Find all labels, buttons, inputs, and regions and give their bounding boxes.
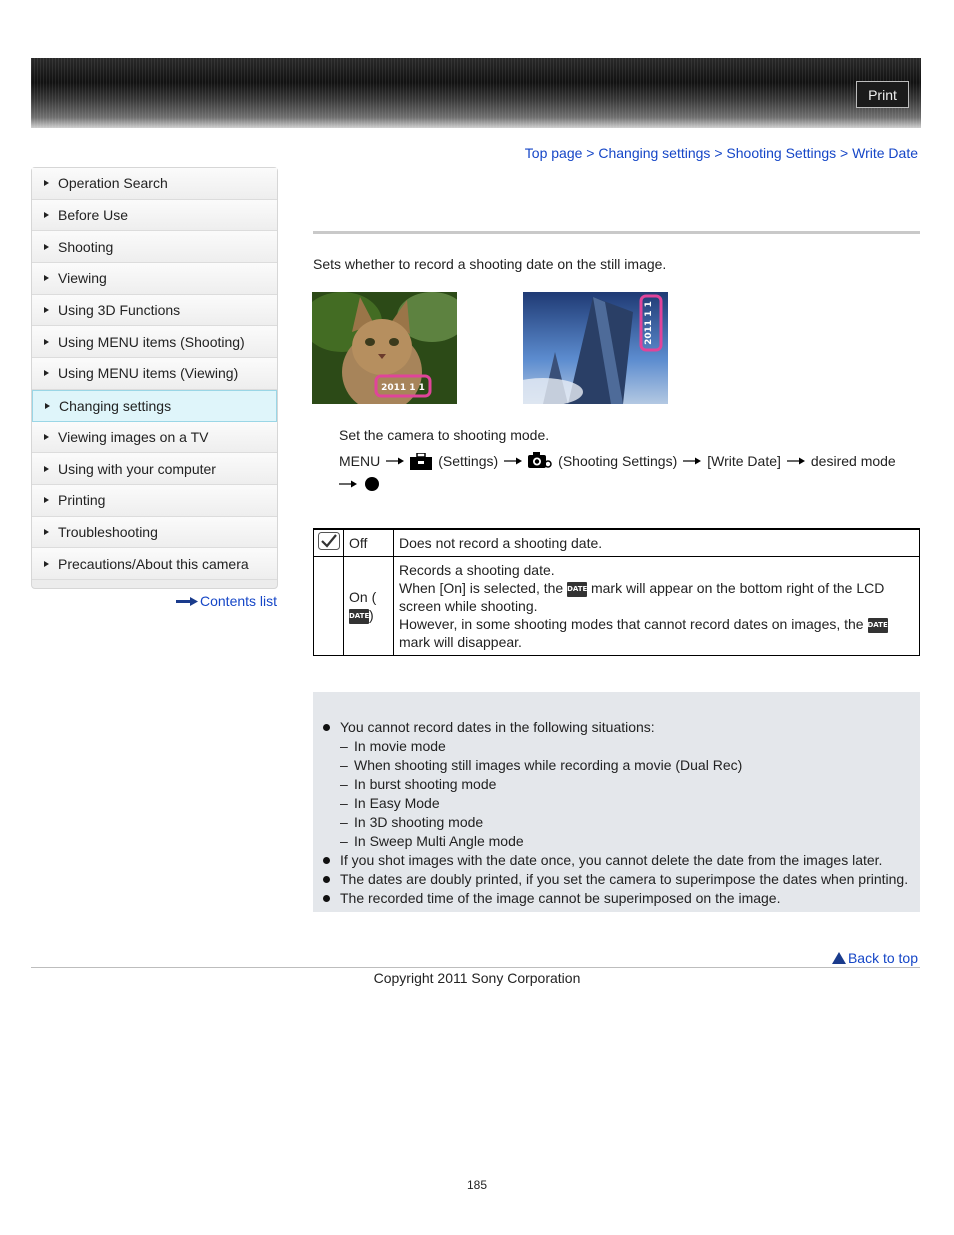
building-example-image	[523, 292, 668, 404]
checkmark-icon	[318, 532, 340, 550]
sidebar-item-changing-settings[interactable]	[32, 390, 277, 422]
triangle-right-icon	[44, 275, 49, 281]
shooting-settings-label: (Shooting Settings)	[558, 453, 678, 469]
sidebar-item-shooting[interactable]	[32, 231, 277, 263]
table-row	[314, 557, 920, 656]
up-triangle-icon	[832, 952, 846, 964]
sidebar-item-operation-search[interactable]	[32, 168, 277, 200]
contents-list-label: Contents list	[200, 593, 278, 609]
sidebar-item-label: Using 3D Functions	[58, 302, 181, 319]
note-subitem: – In movie mode	[313, 737, 920, 756]
breadcrumb-top-page[interactable]: Top page	[524, 145, 583, 161]
note-item: The dates are doubly printed, if you set the camera to superimpose the dates when printing.	[313, 870, 920, 889]
cat-example-image	[312, 292, 457, 404]
print-button[interactable]: Print	[856, 81, 909, 108]
triangle-right-icon	[44, 466, 49, 472]
contents-list-link[interactable]	[176, 593, 277, 609]
sidebar-item-viewing[interactable]	[32, 263, 277, 295]
page-number: 185	[466, 1178, 488, 1192]
back-to-top-link[interactable]	[832, 950, 918, 966]
sidebar-item-label: Before Use	[58, 207, 129, 224]
sidebar-item-printing[interactable]	[32, 485, 277, 517]
default-check-cell	[314, 529, 344, 557]
desired-mode-label: desired mode	[810, 453, 896, 469]
copyright: Copyright 2011 Sony Corporation	[373, 970, 581, 986]
date-icon: DATE	[567, 582, 587, 597]
breadcrumb-separator: >	[840, 145, 849, 161]
on-desc-line1: Records a shooting date.	[399, 562, 555, 578]
settings-label: (Settings)	[438, 453, 499, 469]
on-desc-line2-pre: When [On] is selected, the	[399, 580, 564, 596]
triangle-right-icon	[44, 561, 49, 567]
sidebar-item-using-with-your-computer[interactable]	[32, 453, 277, 485]
sidebar-item-using-menu-items-viewing[interactable]	[32, 358, 277, 390]
on-desc-line3-pre: However, in some shooting modes that cannot record dates on images, the	[399, 616, 864, 632]
triangle-right-icon	[45, 403, 50, 409]
triangle-right-icon	[44, 339, 49, 345]
triangle-right-icon	[44, 212, 49, 218]
building-illustration	[523, 292, 668, 404]
note-subitem: – When shooting still images while recording a movie (Dual Rec)	[313, 756, 920, 775]
arrow-right-icon	[339, 479, 357, 489]
sidebar-item-label: Using MENU items (Viewing)	[58, 365, 239, 382]
sidebar-nav	[31, 167, 278, 589]
triangle-right-icon	[44, 529, 49, 535]
breadcrumb-shooting-settings[interactable]: Shooting Settings	[726, 145, 837, 161]
note-item: You cannot record dates in the following situations:	[313, 718, 920, 737]
note-subitem: – In Sweep Multi Angle mode	[313, 832, 920, 851]
triangle-right-icon	[44, 497, 49, 503]
arrow-right-icon	[683, 456, 701, 466]
building-date-stamp: 2011 1 1	[644, 301, 654, 345]
sidebar-item-label: Printing	[58, 492, 106, 509]
triangle-right-icon	[44, 307, 49, 313]
date-icon: DATE	[868, 618, 888, 633]
note-subitem: – In 3D shooting mode	[313, 813, 920, 832]
on-desc-line3-post: mark will disappear.	[399, 634, 522, 650]
triangle-right-icon	[44, 434, 49, 440]
sidebar-item-label: Troubleshooting	[58, 523, 158, 540]
note-item: If you shot images with the date once, you cannot delete the date from the images later.	[313, 851, 920, 870]
on-label-text: On (	[349, 589, 377, 605]
cat-illustration	[312, 292, 457, 404]
write-date-label: [Write Date]	[707, 453, 781, 469]
sidebar-item-label: Precautions/About this camera	[58, 555, 249, 572]
intro-text: Sets whether to record a shooting date on the still image.	[313, 256, 667, 272]
table-row	[314, 529, 920, 557]
breadcrumb-write-date[interactable]: Write Date	[852, 145, 918, 161]
note-item: The recorded time of the image cannot be superimposed on the image.	[313, 889, 920, 908]
arrow-right-icon	[386, 456, 404, 466]
sidebar-item-label: Shooting	[58, 238, 114, 255]
note-subitem: – In Easy Mode	[313, 794, 920, 813]
sidebar-item-label: Using with your computer	[58, 460, 216, 477]
empty-cell	[314, 557, 344, 656]
back-to-top-label: Back to top	[847, 950, 918, 966]
step-confirm	[339, 477, 379, 491]
cat-date-stamp: 2011 1 1	[381, 383, 425, 393]
step-menu-path	[339, 452, 896, 470]
on-label-close: )	[369, 607, 374, 623]
arrow-right-icon	[504, 456, 522, 466]
breadcrumb-changing-settings[interactable]: Changing settings	[598, 145, 711, 161]
triangle-right-icon	[44, 244, 49, 250]
on-desc-line2	[399, 579, 914, 615]
date-icon: DATE	[349, 609, 369, 624]
on-desc-line3	[399, 615, 914, 651]
sidebar-item-troubleshooting[interactable]	[32, 517, 277, 549]
sidebar-item-precautions-about-this-camera[interactable]	[32, 548, 277, 580]
breadcrumb	[525, 145, 918, 161]
triangle-right-icon	[44, 180, 49, 186]
on-desc-line2-post: mark will appear on the bottom right of the LCD screen while shooting.	[399, 580, 885, 614]
on-description	[394, 557, 920, 656]
notes-box	[313, 692, 920, 912]
arrow-right-icon	[787, 456, 805, 466]
menu-label: MENU	[339, 453, 381, 469]
note-subitem: – In burst shooting mode	[313, 775, 920, 794]
sidebar-item-viewing-images-on-a-tv[interactable]	[32, 422, 277, 454]
sidebar-item-using-3d-functions[interactable]	[32, 295, 277, 327]
sidebar-item-before-use[interactable]	[32, 200, 277, 232]
center-button-icon	[365, 477, 379, 491]
sidebar-item-label: Viewing	[58, 270, 107, 287]
header-bar	[31, 58, 921, 128]
breadcrumb-separator: >	[586, 145, 595, 161]
off-label: Off	[344, 529, 394, 557]
sidebar-item-label: Changing settings	[59, 397, 172, 414]
sidebar-item-using-menu-items-shooting[interactable]	[32, 326, 277, 358]
camera-settings-icon	[528, 452, 552, 470]
step-set-mode: Set the camera to shooting mode.	[339, 427, 550, 443]
title-rule	[313, 231, 920, 234]
arrow-right-icon	[176, 597, 198, 606]
breadcrumb-separator: >	[714, 145, 723, 161]
triangle-right-icon	[44, 370, 49, 376]
on-label	[344, 557, 394, 656]
footer-rule	[31, 967, 920, 968]
toolbox-settings-icon	[410, 453, 432, 470]
sidebar-item-label: Using MENU items (Shooting)	[58, 333, 245, 350]
sidebar-item-label: Viewing images on a TV	[58, 428, 209, 445]
mode-table	[313, 528, 920, 656]
off-description: Does not record a shooting date.	[394, 529, 920, 557]
sidebar-item-label: Operation Search	[58, 175, 168, 192]
